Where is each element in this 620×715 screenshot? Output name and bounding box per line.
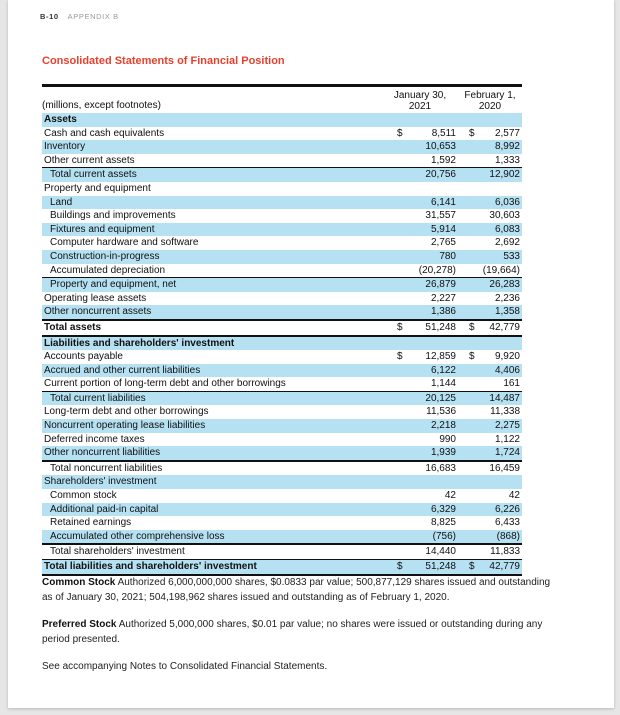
value-2020: 8,992 xyxy=(494,141,520,153)
row-label: Property and equipment xyxy=(44,182,151,194)
row-label: Current portion of long-term debt and other borrowings xyxy=(44,378,286,390)
value-2020: 2,236 xyxy=(494,292,520,304)
value-2020: (868) xyxy=(496,530,520,542)
value-2020: 6,083 xyxy=(494,223,520,235)
currency-symbol: $ xyxy=(397,321,403,333)
row-label: Total shareholders' investment xyxy=(50,546,185,558)
row-label: Long-term debt and other borrowings xyxy=(44,406,209,418)
value-2021: 20,125 xyxy=(425,392,456,404)
row-label: Total noncurrent liabilities xyxy=(50,462,163,474)
value-2020: 30,603 xyxy=(489,210,520,222)
value-2020: 533 xyxy=(503,250,520,262)
row-label: Property and equipment, net xyxy=(50,279,177,291)
footnotes xyxy=(42,575,562,686)
document-page xyxy=(8,0,614,708)
value-2021: 51,248 xyxy=(425,321,456,333)
table-row xyxy=(42,319,522,335)
preferred-stock-note xyxy=(42,617,562,647)
currency-symbol: $ xyxy=(469,351,475,363)
value-2020: 2,692 xyxy=(494,237,520,249)
value-2021: 51,248 xyxy=(425,561,456,572)
value-2021: 1,144 xyxy=(430,378,456,390)
column-header-2020 xyxy=(458,90,522,112)
table-body xyxy=(42,113,522,576)
row-label: Common stock xyxy=(50,490,117,502)
section-label: APPENDIX B xyxy=(67,12,119,21)
value-2020: 9,920 xyxy=(494,351,520,363)
row-label: Other noncurrent liabilities xyxy=(44,447,161,459)
value-2020: 161 xyxy=(503,378,520,390)
row-label: Cash and cash equivalents xyxy=(44,127,165,139)
note-heading: Preferred Stock xyxy=(42,619,117,630)
value-2021: 11,536 xyxy=(426,406,456,418)
row-label: Inventory xyxy=(44,141,86,153)
value-2020: 6,226 xyxy=(494,503,520,515)
row-label: Deferred income taxes xyxy=(44,433,145,445)
table-row xyxy=(42,475,522,489)
row-label: Accrued and other current liabilities xyxy=(44,364,201,376)
table-row xyxy=(42,489,522,503)
table-row xyxy=(42,127,522,141)
value-2020: 11,833 xyxy=(490,546,520,558)
value-2020: 42,779 xyxy=(489,561,520,572)
value-2020: 2,577 xyxy=(494,127,520,139)
row-label: Accumulated depreciation xyxy=(50,264,166,276)
table-row xyxy=(42,419,522,433)
row-label: Operating lease assets xyxy=(44,292,147,304)
table-row xyxy=(42,530,522,544)
value-2020: 14,487 xyxy=(489,392,520,404)
table-row xyxy=(42,209,522,223)
row-label: Additional paid-in capital xyxy=(50,503,159,515)
row-label: Buildings and improvements xyxy=(50,210,176,222)
table-row xyxy=(42,236,522,250)
value-2021: 8,825 xyxy=(430,517,456,529)
column-header-line: 2021 xyxy=(408,101,432,112)
row-label: Shareholders' investment xyxy=(44,476,157,488)
value-2020: 6,433 xyxy=(494,517,520,529)
value-2021: (756) xyxy=(432,530,456,542)
table-row xyxy=(42,182,522,196)
row-label: Retained earnings xyxy=(50,517,132,529)
value-2020: (19,664) xyxy=(482,264,520,276)
table-row xyxy=(42,167,522,182)
row-label: Total liabilities and shareholders' investment xyxy=(44,561,257,572)
column-header-2021 xyxy=(386,90,454,112)
value-2021: 6,329 xyxy=(430,503,456,515)
table-row xyxy=(42,154,522,168)
value-2021: 990 xyxy=(439,433,456,445)
table-row xyxy=(42,377,522,391)
value-2021: 5,914 xyxy=(430,223,456,235)
value-2021: 14,440 xyxy=(425,546,456,558)
value-2021: 42 xyxy=(444,490,456,502)
row-label: Noncurrent operating lease liabilities xyxy=(44,420,206,432)
table-row xyxy=(42,559,522,576)
table-row xyxy=(42,277,522,292)
note-text: Authorized 5,000,000 shares, $0.01 par value; no shares were issued or outstanding during any period presented. xyxy=(42,619,543,645)
table-row xyxy=(42,405,522,419)
table-row xyxy=(42,543,522,559)
table-row xyxy=(42,433,522,447)
table-row xyxy=(42,446,522,460)
statement-title: Consolidated Statements of Financial Position xyxy=(42,55,285,67)
value-2020: 1,358 xyxy=(494,306,520,318)
value-2021: 20,756 xyxy=(425,169,456,181)
value-2020: 4,406 xyxy=(494,364,520,376)
row-label: Computer hardware and software xyxy=(50,237,199,249)
table-row xyxy=(42,350,522,364)
table-row xyxy=(42,460,522,476)
row-label: Land xyxy=(50,196,73,208)
table-row xyxy=(42,113,522,127)
value-2020: 26,283 xyxy=(489,279,520,291)
table-row xyxy=(42,196,522,210)
unit-label: (millions, except footnotes) xyxy=(42,100,161,111)
value-2020: 11,338 xyxy=(490,406,520,418)
table-row xyxy=(42,250,522,264)
value-2021: 2,227 xyxy=(430,292,456,304)
value-2021: (20,278) xyxy=(418,264,456,276)
table-row xyxy=(42,516,522,530)
column-header-line: 2020 xyxy=(478,101,502,112)
row-label: Accumulated other comprehensive loss xyxy=(50,530,225,542)
table-row xyxy=(42,364,522,378)
value-2021: 1,939 xyxy=(430,447,456,459)
note-heading: Common Stock xyxy=(42,577,116,588)
row-label: Construction-in-progress xyxy=(50,250,160,262)
column-header-line: February 1, xyxy=(464,90,516,101)
value-2021: 1,592 xyxy=(430,154,456,166)
row-label: Liabilities and shareholders' investment xyxy=(44,337,235,349)
value-2020: 1,333 xyxy=(494,154,520,166)
value-2020: 42 xyxy=(508,490,520,502)
row-label: Other current assets xyxy=(44,154,135,166)
table-row xyxy=(42,264,522,278)
value-2021: 8,511 xyxy=(431,127,456,139)
currency-symbol: $ xyxy=(397,351,403,363)
value-2020: 1,724 xyxy=(494,447,520,459)
value-2020: 16,459 xyxy=(489,462,520,474)
value-2020: 2,275 xyxy=(494,420,520,432)
running-head xyxy=(40,12,119,21)
row-label: Total current assets xyxy=(50,169,137,181)
table-row xyxy=(42,335,522,351)
table-row xyxy=(42,223,522,237)
value-2020: 1,122 xyxy=(494,433,520,445)
value-2021: 2,218 xyxy=(430,420,456,432)
value-2021: 2,765 xyxy=(430,237,456,249)
balance-sheet-table xyxy=(42,84,522,576)
value-2021: 12,859 xyxy=(425,351,456,363)
row-label: Total assets xyxy=(44,321,102,333)
see-notes: See accompanying Notes to Consolidated Financial Statements. xyxy=(42,661,328,672)
currency-symbol: $ xyxy=(469,127,475,139)
common-stock-note xyxy=(42,575,562,605)
row-label: Total current liabilities xyxy=(50,392,146,404)
value-2021: 6,141 xyxy=(430,196,456,208)
table-row xyxy=(42,140,522,154)
table-row xyxy=(42,391,522,406)
value-2021: 6,122 xyxy=(430,364,456,376)
table-row xyxy=(42,305,522,319)
table-row xyxy=(42,503,522,517)
row-label: Accounts payable xyxy=(44,351,123,363)
value-2021: 31,557 xyxy=(425,210,456,222)
value-2021: 26,879 xyxy=(425,279,456,291)
row-label: Fixtures and equipment xyxy=(50,223,155,235)
value-2020: 12,902 xyxy=(489,169,520,181)
currency-symbol: $ xyxy=(469,561,475,572)
table-header xyxy=(42,87,522,113)
page-number: B-10 xyxy=(40,12,59,21)
column-header-line: January 30, xyxy=(393,90,447,101)
value-2021: 1,386 xyxy=(430,306,456,318)
row-label: Other noncurrent assets xyxy=(44,306,152,318)
value-2020: 6,036 xyxy=(494,196,520,208)
value-2021: 16,683 xyxy=(425,462,456,474)
row-label: Assets xyxy=(44,114,77,125)
value-2020: 42,779 xyxy=(489,321,520,333)
currency-symbol: $ xyxy=(469,321,475,333)
value-2021: 10,653 xyxy=(425,141,456,153)
currency-symbol: $ xyxy=(397,561,403,572)
currency-symbol: $ xyxy=(397,127,403,139)
table-row xyxy=(42,292,522,306)
note-text: Authorized 6,000,000,000 shares, $0.0833 par value; 500,877,129 shares issued and outstanding as of January 30, 2021; 504,198,962 shares issued and outstanding as of February 1, 2020. xyxy=(42,577,551,603)
value-2021: 780 xyxy=(439,250,456,262)
